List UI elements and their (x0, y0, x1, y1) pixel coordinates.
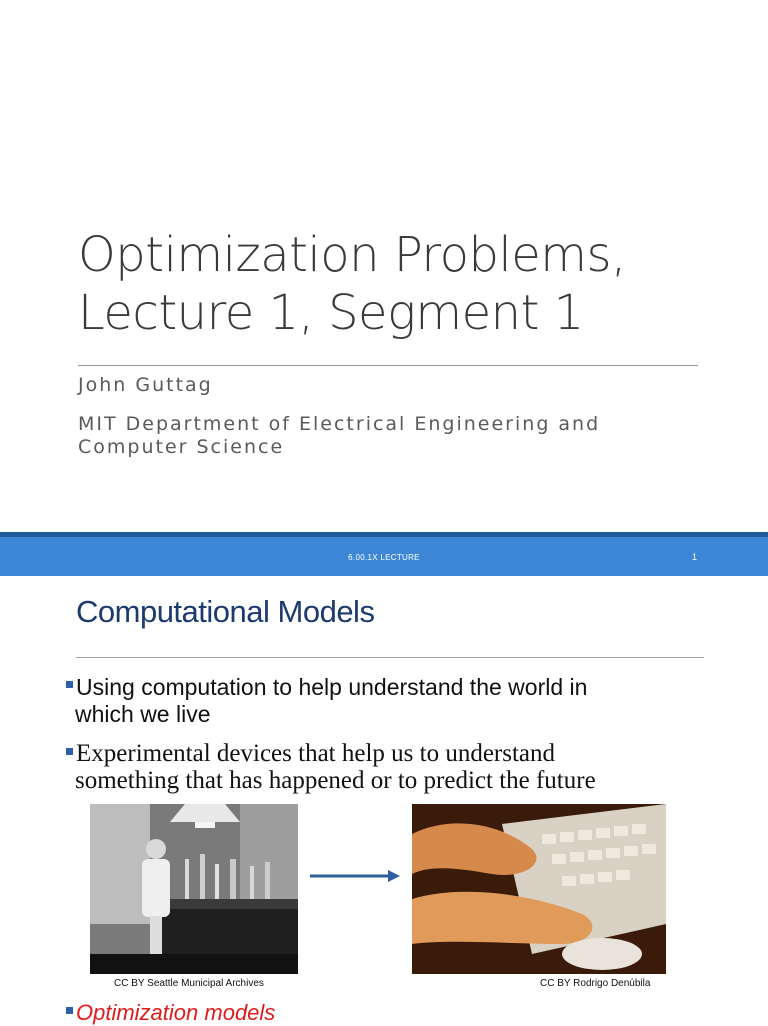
slide-title-line-2: Lecture 1, Segment 1 (78, 285, 584, 341)
author-name: John Guttag (78, 374, 213, 396)
bullet-computation (66, 674, 706, 728)
bullet-square-icon (66, 681, 73, 688)
department-name (78, 413, 718, 459)
footer-course-label: 6.00.1X LECTURE (348, 553, 420, 562)
department-line-2: Computer Science (78, 436, 285, 458)
lab-scene-illustration (90, 804, 298, 974)
slide-footer-bar (0, 532, 768, 576)
title-divider (78, 365, 698, 366)
footer-top-stripe (0, 532, 768, 537)
right-photo-credit: CC BY Rodrigo Denúbila (540, 978, 651, 989)
content-slide (0, 576, 768, 1024)
bullet-square-icon (66, 748, 73, 755)
slide-title-line-1: Optimization Problems, (78, 227, 626, 283)
slide-title (78, 226, 718, 342)
left-photo-credit: CC BY Seattle Municipal Archives (114, 978, 264, 989)
bullet-optimization-models-text: Optimization models (76, 1000, 276, 1025)
bullet-computation-line-2: which we live (75, 701, 211, 727)
right-arrow-icon (310, 868, 402, 884)
bullet-experimental-line-2: something that has happened or to predict the future (75, 767, 596, 794)
bullet-optimization-models (66, 1000, 706, 1026)
bullet-experimental (66, 740, 706, 794)
content-slide-title: Computational Models (76, 594, 375, 629)
department-line-1: MIT Department of Electrical Engineering and (78, 413, 601, 435)
content-title-divider (76, 657, 704, 658)
lab-scientist-photo (90, 804, 298, 974)
bullet-experimental-line-1: Experimental devices that help us to understand (76, 740, 556, 767)
bullet-computation-line-1: Using computation to help understand the world in (76, 674, 588, 700)
bullet-square-icon (66, 1007, 73, 1014)
keyboard-scene-illustration (412, 804, 666, 974)
footer-page-number: 1 (692, 552, 698, 562)
keyboard-hands-photo (412, 804, 666, 974)
